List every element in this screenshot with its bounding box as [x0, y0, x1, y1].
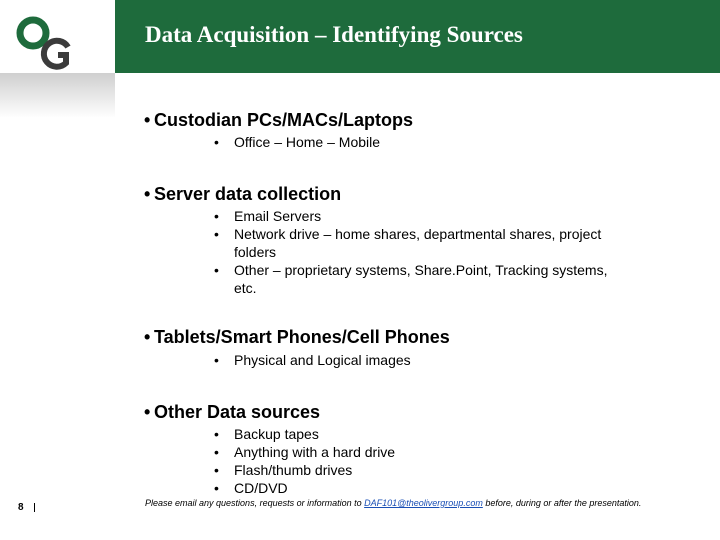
page-title: Data Acquisition – Identifying Sources: [145, 22, 523, 47]
section-list: [214, 133, 474, 151]
section-heading: • Other Data sources: [144, 402, 321, 422]
list-item: • CD/DVD: [214, 480, 288, 496]
section-list: [214, 351, 514, 369]
footer-note-prefix: Please email any questions, requests or information to: [145, 498, 365, 508]
list-item: • Network drive – home shares, departmental shares, project folders: [214, 226, 602, 260]
footer-note: [145, 497, 645, 509]
footer-note-suffix: before, during or after the presentation.: [482, 498, 642, 508]
section-heading: • Tablets/Smart Phones/Cell Phones: [144, 327, 450, 347]
list-item: • Office – Home – Mobile: [214, 134, 381, 150]
title-banner: [115, 0, 720, 73]
section-list: [214, 207, 614, 297]
section-heading: • Custodian PCs/MACs/Laptops: [144, 110, 414, 130]
list-item: • Flash/thumb drives: [214, 462, 353, 478]
list-item: • Physical and Logical images: [214, 352, 411, 368]
list-item: • Email Servers: [214, 208, 322, 224]
list-item: • Other – proprietary systems, Share.Point, Tracking systems, etc.: [214, 262, 608, 296]
footer-divider: [34, 503, 35, 512]
section-heading: • Server data collection: [144, 184, 342, 204]
list-item: • Backup tapes: [214, 426, 319, 442]
page-number: 8: [18, 502, 24, 513]
banner-shadow: [0, 73, 115, 118]
email-link[interactable]: DAF101@theolivergroup.com: [364, 498, 483, 508]
og-logo-icon: [0, 0, 96, 80]
section-list: [214, 425, 514, 497]
list-item: • Anything with a hard drive: [214, 444, 396, 460]
